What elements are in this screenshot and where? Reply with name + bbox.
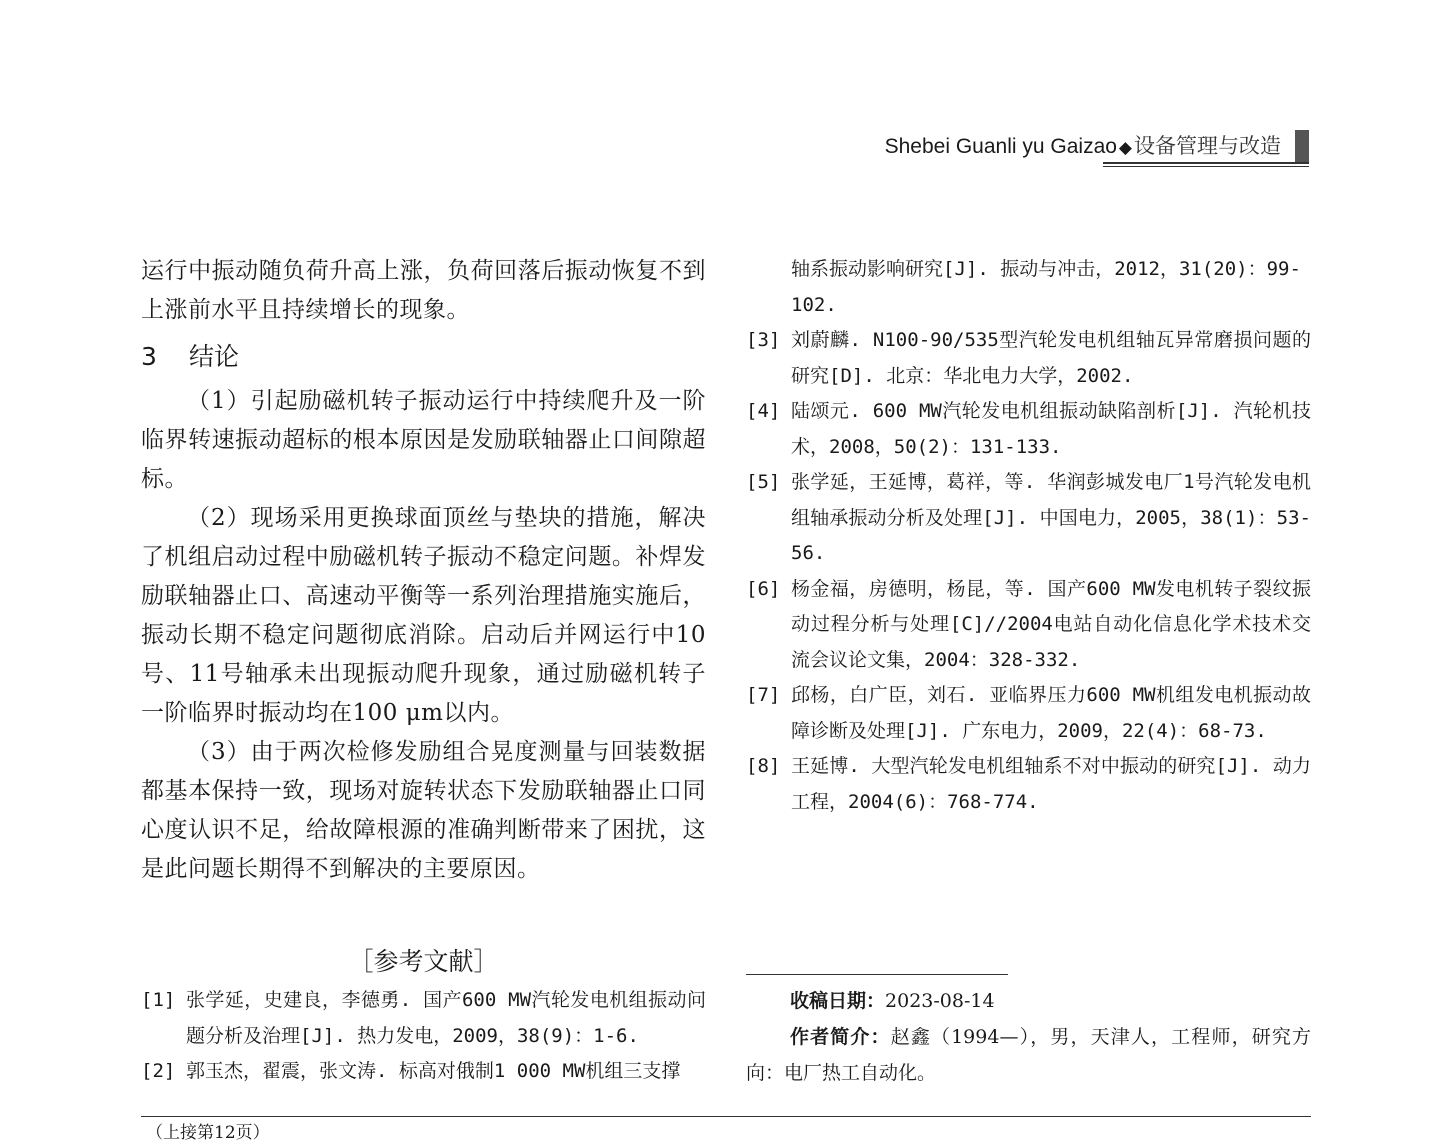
reference-text: 杨金福，房德明，杨昆，等. 国产600 MW发电机转子裂纹振动过程分析与处理[C]//2004电站自动化信息化学术技术交流会议论文集，2004：328-332. [791,577,1311,671]
reference-item [141,1054,706,1090]
reference-number: [8] [746,755,781,777]
reference-number: [3] [746,329,781,351]
reference-item [746,394,1311,465]
header-bar-decoration [1295,130,1309,164]
conclusion-3: （3）由于两次检修发励组合晃度测量与回装数据都基本保持一致，现场对旋转状态下发励联轴器止口同心度认识不足，给故障根源的准确判断带来了困扰，这是此问题长期得不到解决的主要原因。 [141,739,706,882]
reference-number: [7] [746,684,781,706]
reference-text: 张学延，王延博，葛祥，等. 华润彭城发电厂1号汽轮发电机组轴承振动分析及处理[J]. 中国电力，2005，38(1)：53-56. [791,471,1311,564]
reference-text: 刘蔚麟. N100-90/535型汽轮发电机组轴瓦异常磨损问题的研究[D]. 北京：华北电力大学，2002. [791,329,1311,387]
section-heading [141,332,706,382]
conclusion-2: （2）现场采用更换球面顶丝与垫块的措施，解决了机组启动过程中励磁机转子振动不稳定问题。补焊发励联轴器止口、高速动平衡等一系列治理措施实施后，振动长期不稳定问题彻底消除。启动后并网运行中10号、11号轴承未出现振动爬升现象，通过励磁机转子一阶临界时振动均在100 μm以内。 [141,505,706,726]
reference-number: [1] [141,989,176,1011]
references-left [141,983,706,1090]
header-rule [1103,162,1309,164]
continuation-note: （上接第12页） [146,1123,270,1143]
journal-title-en: Shebei Guanli yu Gaizao [884,135,1117,158]
header-rule-thin [1103,166,1309,167]
footnote-rule [746,974,1008,975]
received-date [746,983,1311,1019]
left-column [141,252,706,889]
reference-text: 邱杨，白广臣，刘石. 亚临界压力600 MW机组发电机振动故障诊断及处理[J]. 广东电力，2009，22(4)：68-73. [791,684,1311,742]
reference-number: [5] [746,471,781,493]
references-right [746,252,1311,820]
received-label: 收稿日期： [790,990,886,1012]
reference-item [746,749,1311,820]
reference-number: [2] [141,1060,176,1082]
reference-text: 郭玉杰，翟震，张文涛. 标高对俄制1 000 MW机组三支撑 [186,1060,681,1082]
section-title: 结论 [189,342,240,371]
received-value: 2023-08-14 [885,990,995,1012]
bottom-rule [141,1116,1311,1117]
section-number: 3 [141,342,157,371]
reference-number: [4] [746,400,781,422]
references-heading: ［参考文献］ [348,947,499,976]
reference-continuation: 轴系振动影响研究[J]. 振动与冲击，2012，31(20)：99-102. [791,258,1301,316]
author-value: 赵鑫（1994—），男，天津人，工程师，研究方向：电厂热工自动化。 [746,1026,1311,1084]
reference-text: 陆颂元. 600 MW汽轮发电机组振动缺陷剖析[J]. 汽轮机技术，2008，50(2)：131-133. [791,400,1311,458]
reference-item [746,572,1311,679]
journal-title-zh: 设备管理与改造 [1134,134,1281,158]
journal-title [885,132,1281,162]
reference-text: 王延博. 大型汽轮发电机组轴系不对中振动的研究[J]. 动力工程，2004(6)：768-774. [791,755,1311,813]
conclusion-1: （1）引起励磁机转子振动运行中持续爬升及一阶临界转速振动超标的根本原因是发励联轴器止口间隙超标。 [141,388,706,492]
reference-item [746,678,1311,749]
diamond-icon: ◆ [1118,138,1132,158]
author-bio [746,1019,1311,1091]
reference-text: 张学延，史建良，李德勇. 国产600 MW汽轮发电机组振动问题分析及治理[J]. 热力发电，2009，38(9)：1-6. [186,989,706,1047]
reference-item [746,465,1311,572]
intro-paragraph: 运行中振动随负荷升高上涨，负荷回落后振动恢复不到上涨前水平且持续增长的现象。 [141,258,706,323]
author-notes [746,983,1311,1091]
reference-item [746,323,1311,394]
reference-number: [6] [746,577,781,600]
author-label: 作者简介： [790,1026,891,1048]
reference-item [141,983,706,1054]
